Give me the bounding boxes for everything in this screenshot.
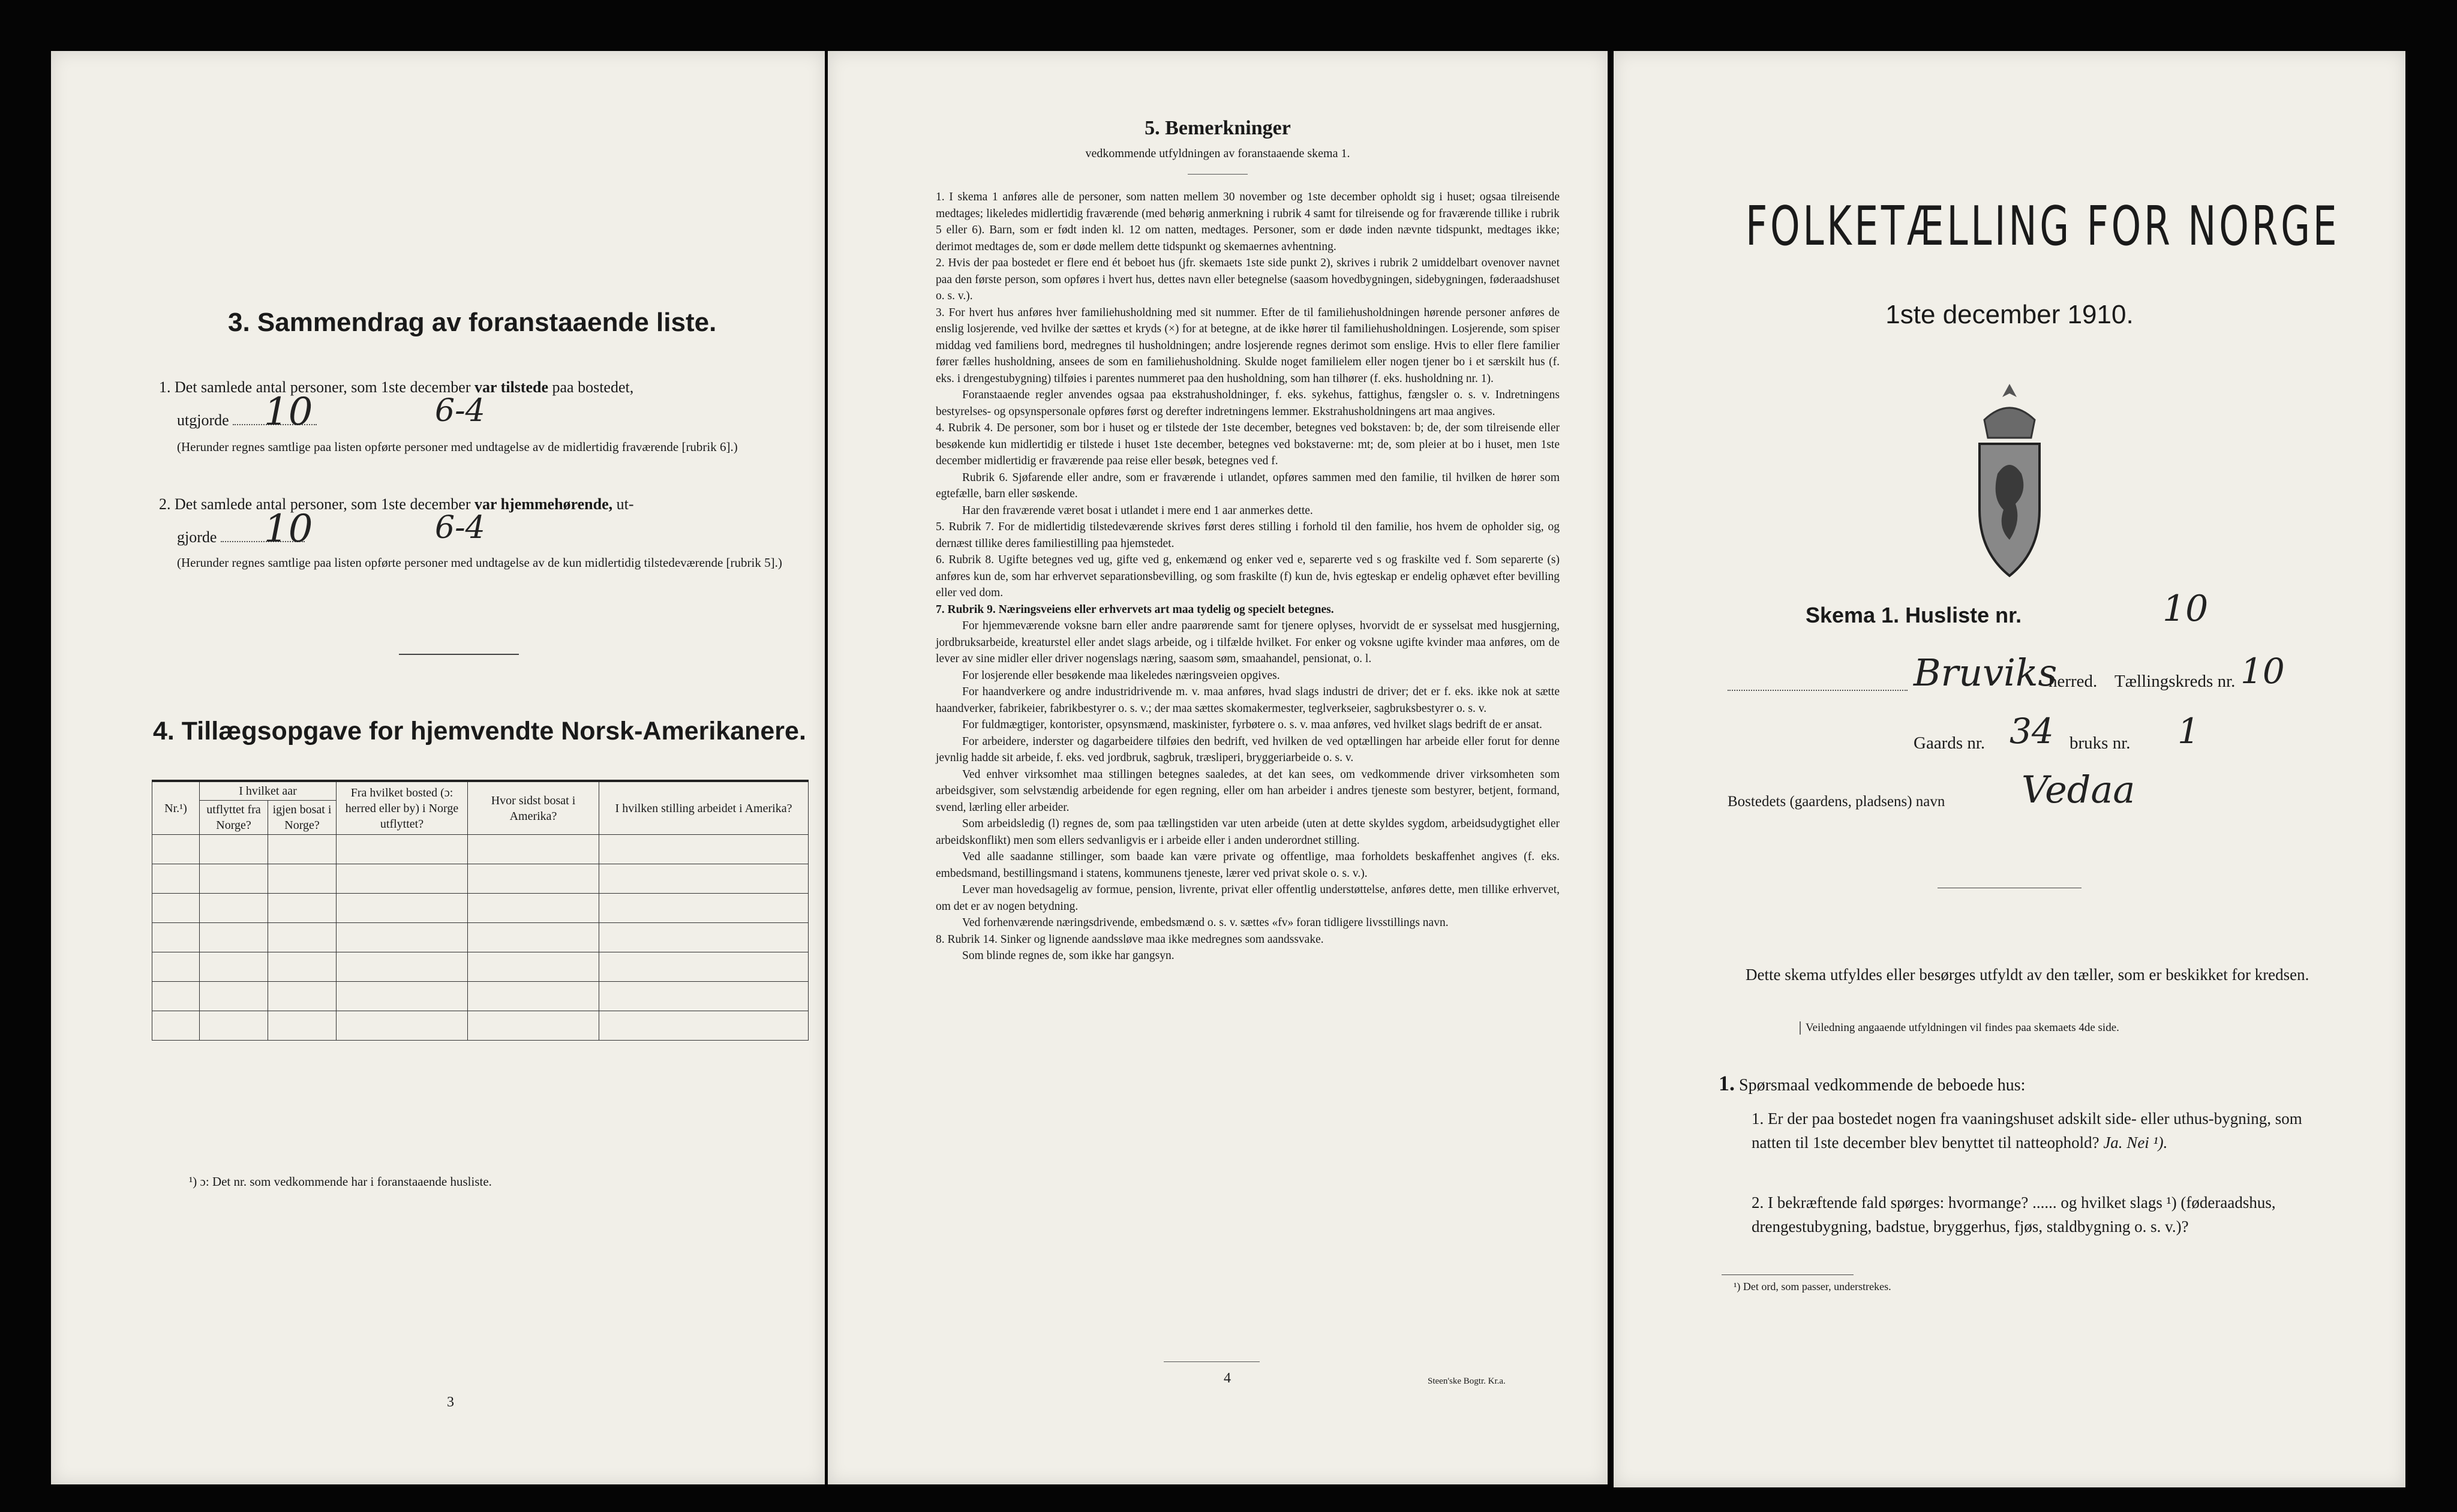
remarks-body — [936, 189, 1560, 964]
item2-extra-handwritten: 6-4 — [435, 510, 485, 546]
remark: 6. Rubrik 8. Ugifte betegnes ved ug, gifte ved g, enkemænd og enker ved e, separerte ved s og fraskilte ved f. Som separerte (s) anføres kun de, som har erhvervet separationsbevilling, og som fraskilte (f) kun de, hvis egteskap er endelig ophævet efter bevilling eller ved dom. — [936, 554, 1560, 599]
remark: Ved alle saadanne stillinger, som baade kan være private og offentlige, maa forholdets beskaffenhet angives (f. eks. embedsmand, bestillingsmand i statens, kommunens tjeneste, lærer ved privat skole o. s. v.). — [936, 850, 1560, 880]
item1-extra-handwritten: 6-4 — [435, 393, 485, 429]
kreds-label: Tællingskreds nr. — [2114, 672, 2236, 691]
remark: Ved forhenværende næringsdrivende, embedsmænd o. s. v. sættes «fv» foran tidligere livsstillings navn. — [962, 916, 1449, 929]
divider — [1722, 1274, 1854, 1275]
remark: For fuldmægtiger, kontorister, opsynsmænd, maskinister, fyrbøtere o. s. v. maa anføres, ved hvilket slags bedrift de er ansat. — [962, 719, 1542, 731]
remark: Rubrik 6. Sjøfarende eller andre, som er fraværende i utlandet, opføres sammen med den familie, til hvilken de hører som egtefælle, barn eller søskende. — [936, 471, 1560, 500]
intro-text: Dette skema utfyldes eller besørges utfyldt av den tæller, som er beskikket for kredsen. — [1746, 966, 2309, 984]
remark: 8. Rubrik 14. Sinker og lignende aandssløve maa ikke medregnes som aandssvake. — [936, 933, 1324, 946]
kreds-nr-handwritten: 10 — [2240, 651, 2285, 692]
col-group-year: I hvilket aar — [200, 781, 337, 801]
bosted-label: Bostedets (gaardens, pladsens) navn — [1728, 793, 1945, 810]
remark: Som arbeidsledig (l) regnes de, som paa tællingstiden var uten arbeide (uten at dette skyldes sygdom, arbeidsudygtighet eller arbeidskonflikt) men som ellers sedvanligvis er i arbeide eller i anden underordnet stilling. — [936, 817, 1560, 847]
questions-header: 1. Spørsmaal vedkommende de beboede hus: — [1719, 1071, 2026, 1095]
col-bosted: Fra hvilket bosted (ɔ: herred eller by) i Norge utflyttet? — [337, 781, 468, 835]
herred-label: herred. — [2048, 672, 2098, 691]
divider — [399, 654, 519, 655]
gaards-nr-handwritten: 34 — [2010, 711, 2054, 752]
col-amerika-bosat: Hvor sidst bosat i Amerika? — [468, 781, 599, 835]
printer-mark: Steen'ske Bogtr. Kr.a. — [1428, 1376, 1506, 1386]
bruks-nr-handwritten: 1 — [2177, 711, 2200, 752]
item1-note: (Herunder regnes samtlige paa listen opførte personer med undtagelse av de midlertidig fraværende [rubrik 6].) — [177, 440, 738, 454]
item1-utgjorde: utgjorde — [177, 408, 317, 433]
remark: 5. Rubrik 7. For de midlertidig tilstedeværende skrives først deres stilling i forhold til den familie, hos hvem de opholder sig, og dernæst tillike deres familiestilling paa hjemstedet. — [936, 521, 1560, 550]
col-igjen-bosat: igjen bosat i Norge? — [268, 801, 337, 835]
table-row — [152, 952, 809, 982]
section4-title: 4. Tillægsopgave for hjemvendte Norsk-Amerikanere. — [153, 717, 806, 746]
remark: Foranstaaende regler anvendes ogsaa paa ekstrahusholdninger, f. eks. sykehus, fattighus, fængsler o. s. v. Indretningens bestyrelses- og opsynspersonale opføres først og derefter indretningens lemmer. Ekstrahusholdningens art maa angives. — [936, 389, 1560, 418]
table-row — [152, 923, 809, 952]
bosted-name-handwritten: Vedaa — [2022, 768, 2135, 811]
col-utflyttet: utflyttet fra Norge? — [200, 801, 268, 835]
census-title: FOLKETÆLLING FOR NORGE — [1746, 195, 2340, 258]
page-left — [51, 51, 825, 1484]
remarks-title: 5. Bemerkninger — [1145, 117, 1291, 139]
item2-note: (Herunder regnes samtlige paa listen opførte personer med undtagelse av de kun midlertidig tilstedeværende [rubrik 5].) — [177, 555, 782, 570]
bruks-label: bruks nr. — [2069, 734, 2131, 753]
remark: 7. Rubrik 9. Næringsveiens eller erhvervets art maa tydelig og specielt betegnes. — [936, 603, 1334, 616]
page-middle — [828, 51, 1608, 1484]
remarks-subtitle: vedkommende utfyldningen av foranstaaende skema 1. — [1085, 147, 1350, 160]
husliste-nr-handwritten: 10 — [2162, 588, 2209, 630]
question-2: 2. I bekræftende fald spørges: hvormange? ...... og hvilket slags ¹) (føderaadshus, drengestubygning, badstue, bryggerhus, fjøs, staldbygning o. s. v.)? — [1752, 1194, 2276, 1236]
page-right — [1614, 51, 2405, 1487]
item2-gjorde: gjorde — [177, 525, 305, 550]
table-row — [152, 894, 809, 923]
item1-value-handwritten: 10 — [264, 390, 313, 434]
remark: 1. I skema 1 anføres alle de personer, som natten mellem 30 november og 1ste december opholdt sig i huset; ogsaa tilreisende medtages; likeledes midlertidig fraværende (med behørig anmerkning i rubrik 4 samt for tilreisende og for fraværende tillike i rubrik 5 eller 6). Barn, som er født inden kl. 12 om natten, medtages. Personer, som er døde inden nævnte tidspunkt, medtages ikke; derimot medtages de, som er døde mellem dette tidspunkt og skemaernes avhentning. — [936, 191, 1560, 253]
table-row — [152, 835, 809, 864]
page3-footnote: ¹) Det ord, som passer, understrekes. — [1734, 1280, 1891, 1292]
remark: For haandverkere og andre industridrivende m. v. maa anføres, hvad slags industri de driver; det er f. eks. ikke nok at sætte haandverker, fabrikeier, fabrikbestyrer o. s. v.; der maa sættes skomakermester, teglverkseier, sagbruksbestyrer o. s. v. — [936, 686, 1560, 715]
table-row — [152, 1011, 809, 1041]
dotted-line — [1728, 690, 1908, 691]
col-stilling: I hvilken stilling arbeidet i Amerika? — [599, 781, 809, 835]
divider — [1164, 1361, 1260, 1362]
section3-title: 3. Sammendrag av foranstaaende liste. — [228, 308, 717, 337]
remark: 4. Rubrik 4. De personer, som bor i huset og er tilstede der 1ste december, betegnes ved bokstaven: b; de, der som tilreisende eller besøkende kun midlertidig er tilstede i huset 1ste december, betegnes ved bokstaverne: mt; de, som pleier at bo i huset, men 1ste december midlertidig er fraværende paa reise eller besøk, betegnes ved f. — [936, 422, 1560, 467]
section3-item2: 2. Det samlede antal personer, som 1ste december var hjemmehørende, ut- — [159, 495, 634, 513]
remark: 2. Hvis der paa bostedet er flere end ét beboet hus (jfr. skemaets 1ste side punkt 2), skrives i rubrik 2 umiddelbart ovenover navnet paa den første person, som opføres i hvert hus, dettes navn eller betegnelse (saasom hovedbygningen, sidebygningen, føderaadshuset o. s. v.). — [936, 257, 1560, 302]
page-number: 4 — [1224, 1370, 1231, 1386]
table-row — [152, 982, 809, 1011]
norsk-amerikanere-table — [152, 780, 809, 1041]
question-1: 1. Er der paa bostedet nogen fra vaaningshuset adskilt side- eller uthus-bygning, som natten til 1ste december blev benyttet til natteophold? Ja. Nei ¹). — [1752, 1110, 2302, 1152]
herred-handwritten: Bruviks — [1914, 651, 2057, 695]
remark: Har den fraværende været bosat i utlandet i mere end 1 aar anmerkes dette. — [962, 504, 1313, 517]
remark: For hjemmeværende voksne barn eller andre paarørende samt for tjenere oplyses, hvorvidt de er sysselsat med husgjerning, jordbruksarbeide, kreaturstel eller andet slags arbeide, og i tilfælde hvilket. For enker og voksne ugifte kvinder maa anføres, om de lever av sine midler eller driver nogenslags næring, saasom søm, smaahandel, pensionat, o. l. — [936, 620, 1560, 665]
col-nr: Nr.¹) — [152, 781, 200, 835]
veiledning-text: Veiledning angaaende utfyldningen vil findes paa skemaets 4de side. — [1800, 1021, 2119, 1035]
page-number: 3 — [447, 1394, 454, 1410]
section3-item1: 1. Det samlede antal personer, som 1ste december var tilstede paa bostedet, — [159, 378, 634, 396]
remark: 3. For hvert hus anføres hver familiehusholdning med sit nummer. Efter de til familiehusholdningen hørende personer anføres de enslig losjerende, ved hvilke der sættes et kryds (×) for at betegne, at de ikke hører til familiehusholdningen. Losjerende, som spiser middag ved familiens bord, medregnes til husholdningen; andre losjerende regnes derimot som enslige. Hvis to eller flere familier fører fælles husholdning, ansees de som en familiehusholdning. Skulde noget familielem eller nogen tjener bo i et særskilt hus (f. eks. i drengestubygning) tilføies i parentes nummeret paa den husholdning, som han tilhører (f. eks. husholdning nr. 1). — [936, 306, 1560, 385]
divider — [1188, 174, 1248, 175]
remark: Som blinde regnes de, som ikke har gangsyn. — [962, 949, 1175, 962]
section4-footnote: ¹) ɔ: Det nr. som vedkommende har i foranstaaende husliste. — [189, 1174, 492, 1189]
skema-label: Skema 1. Husliste nr. — [1806, 603, 2022, 627]
census-date: 1ste december 1910. — [1885, 300, 2134, 329]
remark: Lever man hovedsagelig av formue, pension, livrente, privat eller offentlig understøttelse, anføres dette, men tillike erhvervet, om det er av nogen betydning. — [936, 883, 1560, 913]
item2-value-handwritten: 10 — [264, 507, 313, 551]
remark: Ved enhver virksomhet maa stillingen betegnes saaledes, at det kan sees, om vedkommende driver virksomheten som arbeidsgiver, som selvstændig arbeidende for egen regning, eller om han arbeider i andres tjeneste som bestyrer, betjent, formand, svend, lærling eller arbeider. — [936, 768, 1560, 814]
remark: For arbeidere, inderster og dagarbeidere tilføies den bedrift, ved hvilken de ved optællingen har arbeide eller forut for denne jevnlig hadde sit arbeide, f. eks. ved jordbruk, sagbruk, træsliperi, bryggeriarbeide o. s. v. — [936, 735, 1560, 764]
norway-coat-of-arms-icon — [1968, 378, 2051, 582]
remark: For losjerende eller besøkende maa likeledes næringsveien opgives. — [962, 669, 1280, 682]
gaards-label: Gaards nr. — [1914, 734, 1986, 753]
table-row — [152, 864, 809, 894]
